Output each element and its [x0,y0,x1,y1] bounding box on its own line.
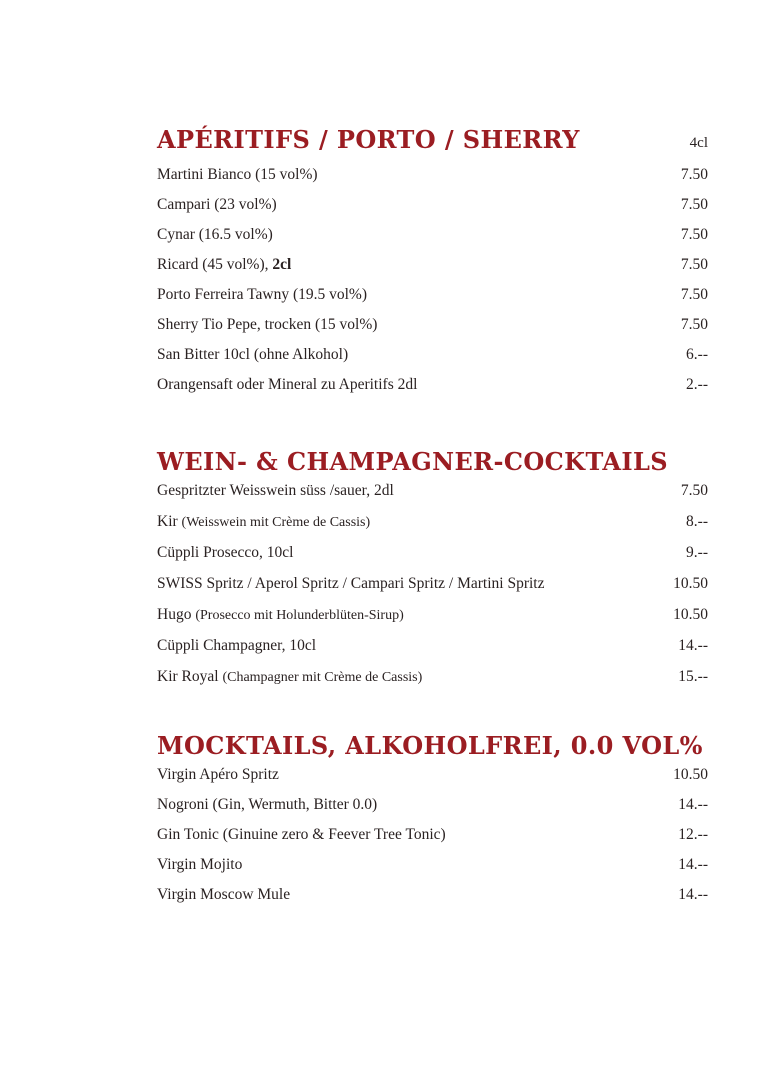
section-title: APÉRITIFS / PORTO / SHERRY [157,125,580,154]
item-price: 12.-- [678,826,708,843]
item-name-group [157,513,370,531]
item-price: 10.50 [673,766,708,783]
section-header [157,730,708,760]
menu-item [157,544,708,562]
item-price: 14.-- [678,886,708,903]
menu-item [157,766,708,784]
item-name: Nogroni (Gin, Wermuth, Bitter 0.0) [157,796,378,813]
item-name: Orangensaft oder Mineral zu Aperitifs 2dl [157,376,418,393]
item-name: Gin Tonic (Ginuine zero & Feever Tree Tonic) [157,826,446,843]
item-price: 7.50 [680,256,708,273]
item-price: 6.-- [686,346,708,363]
menu-item [157,166,708,184]
item-name: Virgin Moscow Mule [157,886,291,903]
item-name: San Bitter 10cl (ohne Alkohol) [157,346,349,363]
item-note: (Champagner mit Crème de Cassis) [222,670,423,685]
item-name: Ricard (45 vol%), [157,256,273,273]
section-title: MOCKTAILS, ALKOHOLFREI, 0.0 VOL% [157,731,703,760]
menu-item [157,856,708,874]
item-price: 10.50 [673,575,708,592]
unit-label: 4cl [689,135,708,151]
item-note: (Prosecco mit Holunderblüten-Sirup) [195,608,404,623]
item-price: 14.-- [678,796,708,813]
menu-item [157,482,708,500]
menu-item [157,886,708,904]
item-price: 14.-- [678,637,708,654]
item-note: (Weisswein mit Crème de Cassis) [181,515,371,530]
item-name: Virgin Apéro Spritz [157,766,279,783]
section-header [157,446,708,476]
item-name: Porto Ferreira Tawny (19.5 vol%) [157,286,367,303]
item-size: 2cl [272,256,292,273]
item-price: 7.50 [680,226,708,243]
item-price: 9.-- [686,544,708,561]
item-price: 7.50 [680,166,708,183]
section-mocktails [157,730,708,904]
item-name: Sherry Tio Pepe, trocken (15 vol%) [157,316,378,333]
menu-item [157,226,708,244]
item-price: 7.50 [680,196,708,213]
menu-item [157,316,708,334]
menu-item [157,796,708,814]
menu-item [157,196,708,214]
item-price: 2.-- [686,376,708,393]
item-name: Campari (23 vol%) [157,196,277,213]
menu-item [157,256,708,274]
item-price: 7.50 [680,286,708,303]
item-price: 7.50 [680,316,708,333]
item-name: Kir Royal [157,668,223,685]
item-price: 10.50 [673,606,708,623]
item-price: 15.-- [678,668,708,685]
item-name-group [157,668,422,686]
item-name: Cynar (16.5 vol%) [157,226,273,243]
item-price: 8.-- [686,513,708,530]
menu-item [157,376,708,394]
item-name: Kir [157,513,182,530]
menu-item [157,575,708,593]
item-name-group [157,256,291,274]
item-price: 14.-- [678,856,708,873]
section-header [157,124,708,154]
menu-item [157,826,708,844]
item-name: Martini Bianco (15 vol%) [157,166,318,183]
item-price: 7.50 [680,482,708,499]
item-name: Cüppli Champagner, 10cl [157,637,317,654]
item-name: Hugo [157,606,196,623]
section-aperitifs [157,124,708,394]
item-name: Gespritzter Weisswein süss /sauer, 2dl [157,482,394,499]
item-name-group [157,606,404,624]
menu-item [157,286,708,304]
section-wine-cocktails [157,446,708,686]
item-name: Virgin Mojito [157,856,243,873]
item-name: Cüppli Prosecco, 10cl [157,544,294,561]
menu-item [157,637,708,655]
menu-item [157,346,708,364]
menu-item [157,606,708,624]
menu-item [157,668,708,686]
menu-item [157,513,708,531]
section-title: WEIN- & CHAMPAGNER-COCKTAILS [157,447,669,476]
item-name: SWISS Spritz / Aperol Spritz / Campari Spritz / Martini Spritz [157,575,545,592]
